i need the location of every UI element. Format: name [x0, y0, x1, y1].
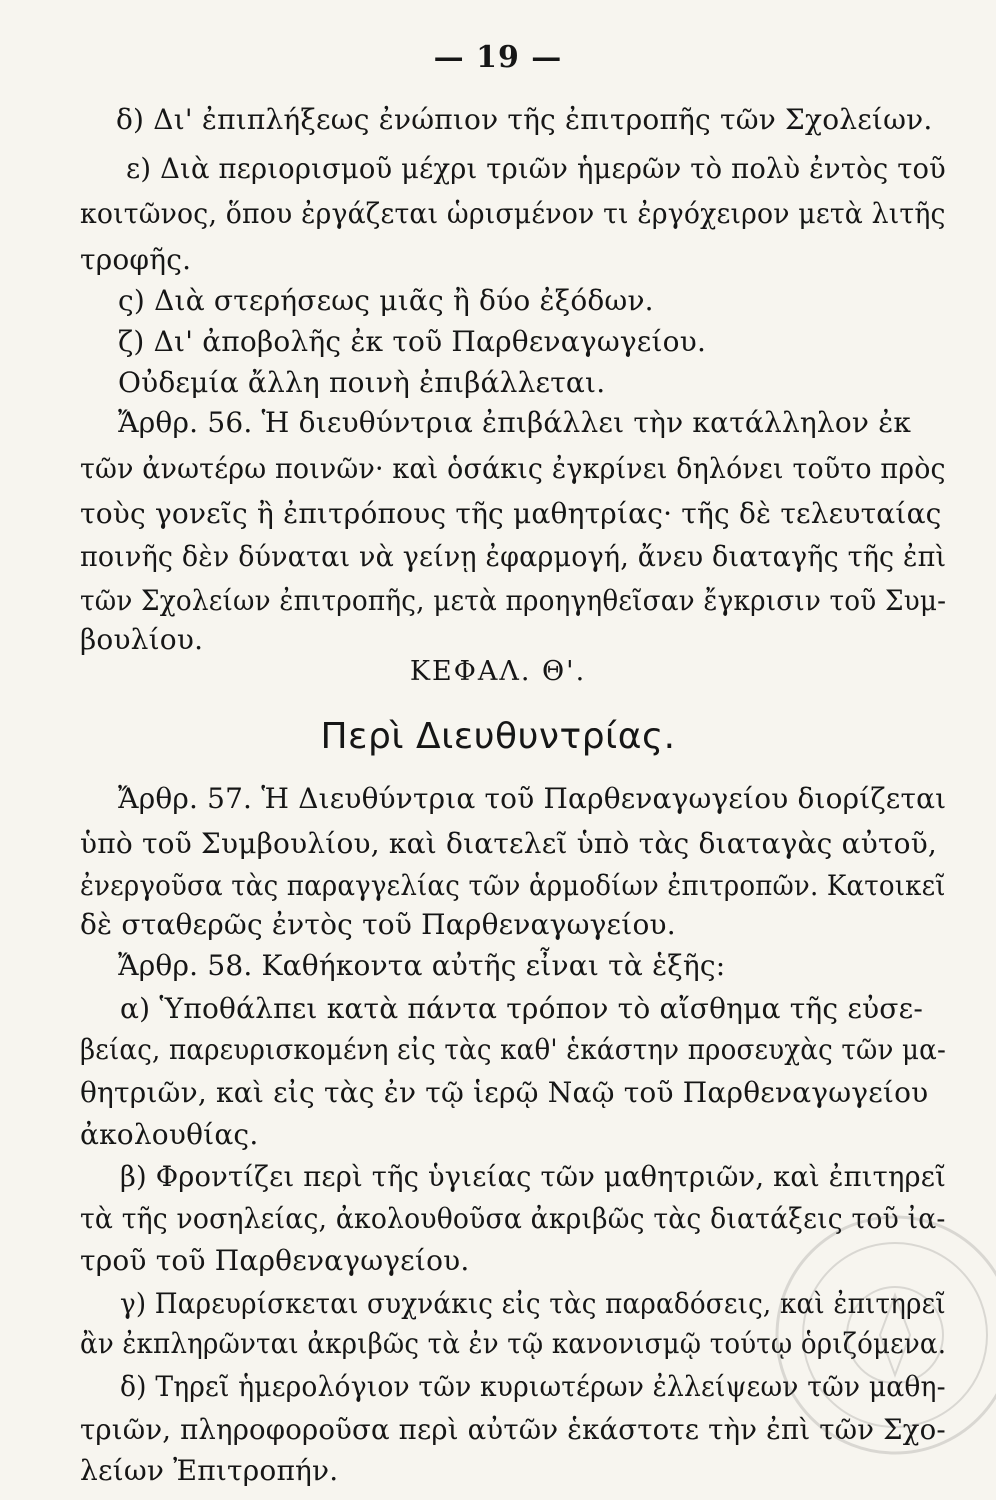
text-line: κοιτῶνος, ὅπου ἐργάζεται ὡρισμένον τι ἐργόχειρον μετὰ λιτῆς — [80, 197, 946, 230]
text-line: β) Φροντίζει περὶ τῆς ὑγιείας τῶν μαθητριῶν, καὶ ἐπιτηρεῖ — [120, 1160, 947, 1193]
text-line: γ) Παρευρίσκεται συχνάκις εἰς τὰς παραδόσεις, καὶ ἐπιτηρεῖ — [120, 1287, 946, 1320]
text-line: ζ) Δι' ἀποβολῆς ἐκ τοῦ Παρθεναγωγείου. — [118, 325, 707, 358]
text-line: ὑπὸ τοῦ Συμβουλίου, καὶ διατελεῖ ὑπὸ τὰς διαταγὰς αὐτοῦ, — [80, 827, 938, 860]
text-line: Οὐδεμία ἄλλη ποινὴ ἐπιβάλλεται. — [118, 366, 606, 399]
text-line: ἀκολουθίας. — [80, 1118, 259, 1151]
text-line: δὲ σταθερῶς ἐντὸς τοῦ Παρθεναγωγείου. — [80, 908, 676, 941]
chapter-heading: ΚΕΦΑΛ. Θ'. — [409, 656, 587, 687]
text-line: τροφῆς. — [80, 243, 192, 276]
text-line: ἂν ἐκπληρῶνται ἀκριβῶς τὰ ἐν τῷ κανονισμῷ τούτῳ ὁριζόμενα. — [80, 1327, 947, 1360]
text-line: ἐνεργοῦσα τὰς παραγγελίας τῶν ἁρμοδίων ἐπιτροπῶν. Κατοικεῖ — [80, 869, 946, 902]
text-line: βείας, παρευρισκομένη εἰς τὰς καθ' ἑκάστην προσευχὰς τῶν μα- — [80, 1033, 946, 1066]
text-line: τοὺς γονεῖς ἢ ἐπιτρόπους τῆς μαθητρίας· τῆς δὲ τελευταίας — [80, 497, 942, 530]
page-number: — 19 — — [433, 40, 563, 75]
text-line: δ) Τηρεῖ ἡμερολόγιον τῶν κυριωτέρων ἐλλείψεων τῶν μαθη- — [120, 1370, 946, 1403]
text-line: Ἄρθρ. 58. Καθήκοντα αὐτῆς εἶναι τὰ ἑξῆς: — [118, 949, 726, 982]
text-line: α) Ὑποθάλπει κατὰ πάντα τρόπον τὸ αἴσθημα τῆς εὐσε- — [120, 992, 923, 1025]
text-line: θητριῶν, καὶ εἰς τὰς ἐν τῷ ἱερῷ Ναῷ τοῦ Παρθεναγωγείου — [80, 1076, 929, 1109]
section-heading: Περὶ Διευθυντρίας. — [320, 716, 676, 757]
text-line: τροῦ τοῦ Παρθεναγωγείου. — [80, 1244, 470, 1277]
library-seal-watermark — [770, 1210, 996, 1460]
text-line: τὰ τῆς νοσηλείας, ἀκολουθοῦσα ἀκριβῶς τὰς διατάξεις τοῦ ἰα- — [80, 1202, 946, 1235]
text-line: τῶν ἀνωτέρω ποινῶν· καὶ ὁσάκις ἐγκρίνει δηλόνει τοῦτο πρὸς — [80, 452, 946, 485]
text-line: τριῶν, πληροφοροῦσα περὶ αὐτῶν ἑκάστοτε τὴν ἐπὶ τῶν Σχο- — [80, 1413, 946, 1446]
text-line: λείων Ἐπιτροπήν. — [80, 1454, 339, 1487]
text-line: δ) Δι' ἐπιπλήξεως ἐνώπιον τῆς ἐπιτροπῆς τῶν Σχολείων. — [116, 103, 933, 136]
text-line: τῶν Σχολείων ἐπιτροπῆς, μετὰ προηγηθεῖσαν ἔγκρισιν τοῦ Συμ- — [80, 584, 947, 617]
text-line: ς) Διὰ στερήσεως μιᾶς ἢ δύο ἐξόδων. — [118, 284, 654, 317]
text-line: Ἄρθρ. 57. Ἡ Διευθύντρια τοῦ Παρθεναγωγείου διορίζεται — [118, 782, 947, 815]
text-line: ποινῆς δὲν δύναται νὰ γείνῃ ἐφαρμογή, ἄνευ διαταγῆς τῆς ἐπὶ — [80, 540, 947, 573]
text-line: Ἄρθρ. 56. Ἡ διευθύντρια ἐπιβάλλει τὴν κατάλληλον ἐκ — [118, 406, 912, 439]
text-line: ε) Διὰ περιορισμοῦ μέχρι τριῶν ἡμερῶν τὸ πολὺ ἐντὸς τοῦ — [126, 152, 946, 185]
text-line: βουλίου. — [80, 623, 204, 656]
